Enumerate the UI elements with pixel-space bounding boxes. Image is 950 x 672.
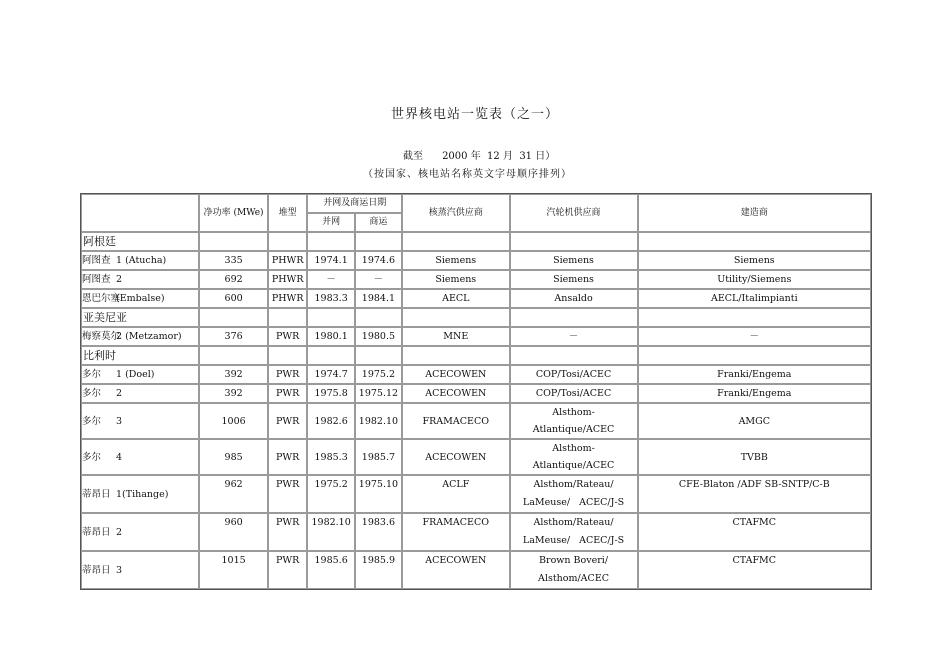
turbine-line-2: LaMeuse/ ACEC/J-S [522,535,625,546]
nsss-cell: ACECOWEN [402,365,509,384]
turbine-cell: COP/Tosi/ACEC [510,365,638,384]
sort-note: （按国家、核电站名称英文字母顺序排列） [363,169,572,180]
header-type: 堆型 [268,194,308,232]
header-name [81,194,199,232]
reactor-type-cell: PWR [268,475,308,513]
turbine-cell [510,551,638,589]
empty-cell [402,346,509,365]
table-row [81,403,871,439]
empty-cell [355,232,402,251]
turbine-line-2: Alsthom/ACEC [538,573,610,584]
turbine-line-1: Brown Boveri/ [539,555,609,566]
turbine-cell: Siemens [510,251,638,270]
builder-cell: Franki/Engema [638,365,871,384]
empty-cell [510,232,638,251]
plant-name-unit: 2 [116,526,123,538]
reactor-type-cell: PWR [268,384,308,403]
reactor-type-cell: PHWR [268,251,308,270]
table-row [81,513,871,551]
builder-cell: AMGC [638,403,871,439]
plant-name-unit: 1 (Doel) [116,369,155,380]
plant-name-cell [81,551,199,589]
nsss-cell: MNE [402,327,509,346]
empty-cell [638,308,871,327]
grid-date-cell: 1985.6 [307,551,354,589]
builder-cell: TVBB [638,439,871,475]
header-row [81,194,871,213]
empty-cell [199,346,268,365]
turbine-cell [510,475,638,513]
capacity-cell: 1015 [199,551,268,589]
plant-name-unit: 1(Tihange) [116,488,169,500]
turbine-line-1: Alsthom/Rateau/ [533,517,614,528]
table-row [81,327,871,346]
commercial-date-cell: 1974.6 [355,251,402,270]
plant-name-unit: 2 (Metzamor) [116,331,182,342]
nsss-cell: ACECOWEN [402,439,509,475]
nsss-cell: Siemens [402,270,509,289]
nsss-cell: Siemens [402,251,509,270]
plant-name-chinese: 多尔 [82,369,102,380]
header-nsss: 核蒸汽供应商 [402,194,509,232]
plant-name-cell [81,365,199,384]
header-commercial-date: 商运 [355,213,402,232]
empty-cell [268,346,308,365]
capacity-cell: 392 [199,365,268,384]
nsss-cell: ACLF [402,475,509,513]
empty-cell [402,232,509,251]
plant-name-unit: 3 [116,415,123,427]
nsss-cell: FRAMACECO [402,403,509,439]
capacity-cell: 335 [199,251,268,270]
builder-cell: Utility/Siemens [638,270,871,289]
commercial-date-cell: 1985.7 [355,439,402,475]
table-row [81,384,871,403]
country-name: 比利时 [81,346,199,365]
empty-cell [307,232,354,251]
reactor-type-cell: PWR [268,551,308,589]
builder-cell: AECL/Italimpianti [638,289,871,308]
table-row [81,475,871,513]
country-name: 亚美尼亚 [81,308,199,327]
grid-date-cell: 1974.1 [307,251,354,270]
commercial-date-cell: 1985.9 [355,551,402,589]
country-row [81,232,871,251]
capacity-cell: 962 [199,475,268,513]
commercial-date-cell: 1984.1 [355,289,402,308]
reactor-type-cell: PWR [268,403,308,439]
grid-date-cell: 1982.6 [307,403,354,439]
grid-date-cell: － [307,270,354,289]
table-row [81,551,871,589]
commercial-date-cell: 1980.5 [355,327,402,346]
plant-name-unit: 4 [116,451,123,463]
country-name: 阿根廷 [81,232,199,251]
nsss-cell: FRAMACECO [402,513,509,551]
reactor-type-cell: PHWR [268,270,308,289]
builder-cell: － [638,327,871,346]
empty-cell [402,308,509,327]
grid-date-cell: 1980.1 [307,327,354,346]
empty-cell [199,232,268,251]
plant-name-unit: 2 [116,388,123,399]
plant-name-cell [81,289,199,308]
empty-cell [307,346,354,365]
turbine-cell: － [510,327,638,346]
commercial-date-cell: 1975.12 [355,384,402,403]
builder-cell: Franki/Engema [638,384,871,403]
capacity-cell: 392 [199,384,268,403]
capacity-cell: 985 [199,439,268,475]
plant-name-chinese: 蒂昂日 [82,564,111,576]
plant-name-cell [81,439,199,475]
builder-cell: CTAFMC [638,513,871,551]
builder-cell: CFE-Blaton /ADF SB-SNTP/C-B [638,475,871,513]
empty-cell [307,308,354,327]
grid-date-cell: 1974.7 [307,365,354,384]
capacity-cell: 692 [199,270,268,289]
table-row [81,439,871,475]
plant-name-chinese: 多尔 [82,388,102,399]
plant-name-chinese: 多尔 [82,451,102,463]
plant-name-unit: (Embalse) [116,293,165,304]
capacity-cell: 376 [199,327,268,346]
commercial-date-cell: 1975.2 [355,365,402,384]
table-row [81,289,871,308]
nsss-cell: ACECOWEN [402,384,509,403]
plant-name-chinese: 蒂昂日 [82,526,111,538]
nuclear-plants-table [80,193,872,590]
capacity-cell: 600 [199,289,268,308]
header-capacity: 净功率 (MWe) [199,194,268,232]
grid-date-cell: 1975.8 [307,384,354,403]
plant-name-chinese: 恩巴尔塞 [82,293,121,304]
turbine-cell: Alsthom-Atlantique/ACEC [510,403,638,439]
plant-name-cell [81,513,199,551]
turbine-cell [510,513,638,551]
commercial-date-cell: 1975.10 [355,475,402,513]
builder-cell: Siemens [638,251,871,270]
plant-name-cell [81,475,199,513]
plant-name-chinese: 阿图查 [82,255,111,266]
header-turbine: 汽轮机供应商 [510,194,638,232]
plant-name-unit: 2 [116,274,123,285]
turbine-cell: Siemens [510,270,638,289]
plant-name-chinese: 蒂昂日 [82,488,111,500]
header-grid-date: 并网 [307,213,354,232]
grid-date-cell: 1975.2 [307,475,354,513]
table-row [81,365,871,384]
grid-date-cell: 1983.3 [307,289,354,308]
turbine-line-1: Alsthom/Rateau/ [533,479,614,490]
plant-name-cell [81,270,199,289]
header-builder: 建造商 [638,194,871,232]
plant-name-cell [81,403,199,439]
plant-name-chinese: 阿图查 [82,274,111,285]
plant-name-cell [81,327,199,346]
reactor-type-cell: PWR [268,439,308,475]
empty-cell [268,232,308,251]
builder-cell: CTAFMC [638,551,871,589]
plant-name-chinese: 多尔 [82,415,102,427]
empty-cell [355,308,402,327]
nsss-cell: ACECOWEN [402,551,509,589]
empty-cell [638,346,871,365]
empty-cell [638,232,871,251]
turbine-cell: Alsthom-Atlantique/ACEC [510,439,638,475]
document-title: 世界核电站一览表（之一） [390,107,559,122]
commercial-date-cell: － [355,270,402,289]
plant-name-unit: 1 (Atucha) [116,255,167,266]
commercial-date-cell: 1983.6 [355,513,402,551]
empty-cell [510,346,638,365]
capacity-cell: 1006 [199,403,268,439]
empty-cell [268,308,308,327]
plant-name-cell [81,384,199,403]
turbine-cell: Ansaldo [510,289,638,308]
reactor-type-cell: PWR [268,327,308,346]
empty-cell [355,346,402,365]
turbine-line-2: LaMeuse/ ACEC/J-S [522,497,625,508]
country-row [81,308,871,327]
header-dates: 并网及商运日期 [307,194,402,213]
capacity-cell: 960 [199,513,268,551]
plant-name-cell [81,251,199,270]
empty-cell [199,308,268,327]
country-row [81,346,871,365]
nsss-cell: AECL [402,289,509,308]
reactor-type-cell: PHWR [268,289,308,308]
grid-date-cell: 1985.3 [307,439,354,475]
table-row [81,270,871,289]
turbine-cell: COP/Tosi/ACEC [510,384,638,403]
grid-date-cell: 1982.10 [307,513,354,551]
table-row [81,251,871,270]
empty-cell [510,308,638,327]
commercial-date-cell: 1982.10 [355,403,402,439]
plant-name-chinese: 梅察莫尔 [82,331,121,342]
reactor-type-cell: PWR [268,513,308,551]
reactor-type-cell: PWR [268,365,308,384]
plant-name-unit: 3 [116,564,123,576]
date-line: 截至 2000 年 12 月 31 日） [403,151,556,162]
